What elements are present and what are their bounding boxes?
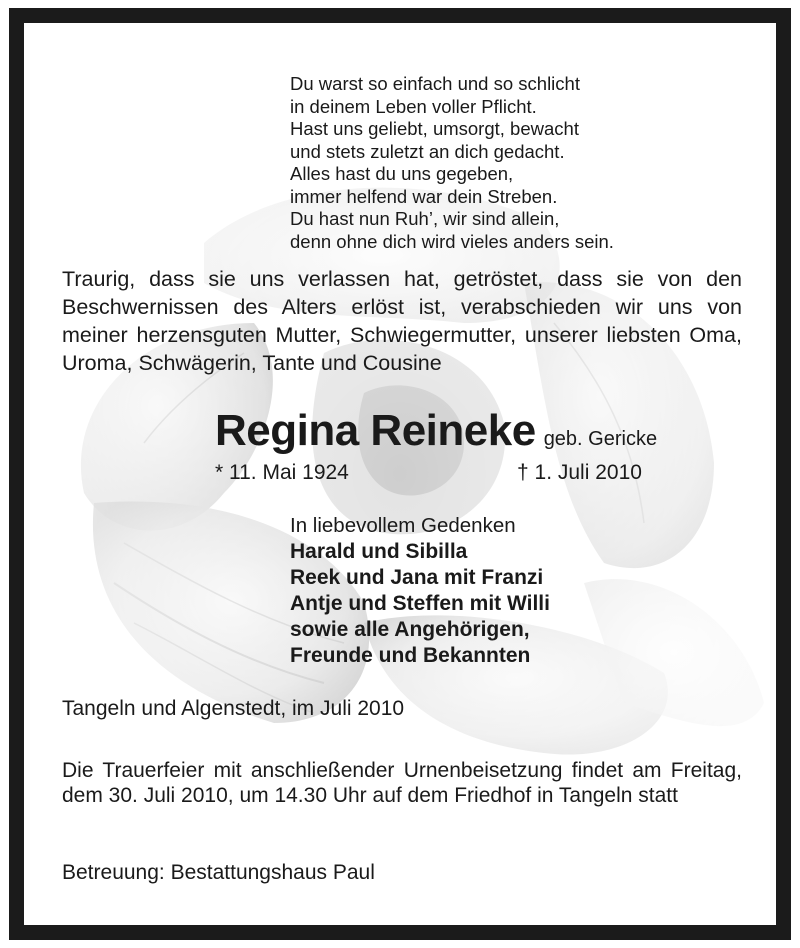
poem-line: Hast uns geliebt, umsorgt, bewacht bbox=[290, 118, 579, 139]
poem-line: und stets zuletzt an dich gedacht. bbox=[290, 140, 565, 162]
poem-line: immer helfend war dein Streben. bbox=[290, 185, 558, 207]
poem-line: Du warst so einfach und so schlicht bbox=[290, 73, 580, 94]
mourner-entry: Freunde und Bekannten bbox=[290, 644, 531, 667]
funeral-home: Betreuung: Bestattungshaus Paul bbox=[62, 861, 375, 884]
death-date: † 1. Juli 2010 bbox=[517, 461, 642, 484]
mourner-entry: sowie alle Angehörigen, bbox=[290, 618, 530, 641]
mourner-entry: Harald und Sibilla bbox=[290, 540, 468, 563]
intro-paragraph: Traurig, dass sie uns verlassen hat, getröstet, dass sie von den Beschwernissen des Alters erlöst ist, verabschieden wir uns von meiner herzensguten Mutter, Schwiegermutter, unserer liebsten Oma, Uroma, Schwägerin, Tante und Cousine bbox=[62, 267, 742, 375]
notice-border bbox=[9, 8, 791, 940]
mourner-entry: Reek und Jana mit Franzi bbox=[290, 566, 544, 589]
memory-heading: In liebevollem Gedenken bbox=[290, 514, 516, 537]
deceased-name-line bbox=[215, 406, 657, 456]
poem-line: in deinem Leben voller Pflicht. bbox=[290, 95, 537, 117]
notice-content bbox=[24, 23, 776, 925]
deceased-name: Regina Reineke bbox=[215, 406, 536, 455]
place-date: Tangeln und Algenstedt, im Juli 2010 bbox=[62, 697, 405, 720]
notice-panel bbox=[24, 23, 776, 925]
mourners-list bbox=[290, 539, 550, 669]
mourner-entry: Antje und Steffen mit Willi bbox=[290, 592, 550, 615]
poem-line: denn ohne dich wird vieles anders sein. bbox=[290, 230, 614, 252]
poem bbox=[290, 73, 614, 253]
birth-date: * 11. Mai 1924 bbox=[215, 461, 349, 484]
maiden-name: geb. Gericke bbox=[543, 428, 658, 450]
service-info: Die Trauerfeier mit anschließender Urnenbeisetzung findet am Freitag, dem 30. Juli 2010, um 14.30 Uhr auf dem Friedhof in Tangeln statt bbox=[62, 759, 742, 807]
poem-line: Du hast nun Ruh’, wir sind allein, bbox=[290, 208, 560, 229]
poem-line: Alles hast du uns gegeben, bbox=[290, 163, 514, 184]
